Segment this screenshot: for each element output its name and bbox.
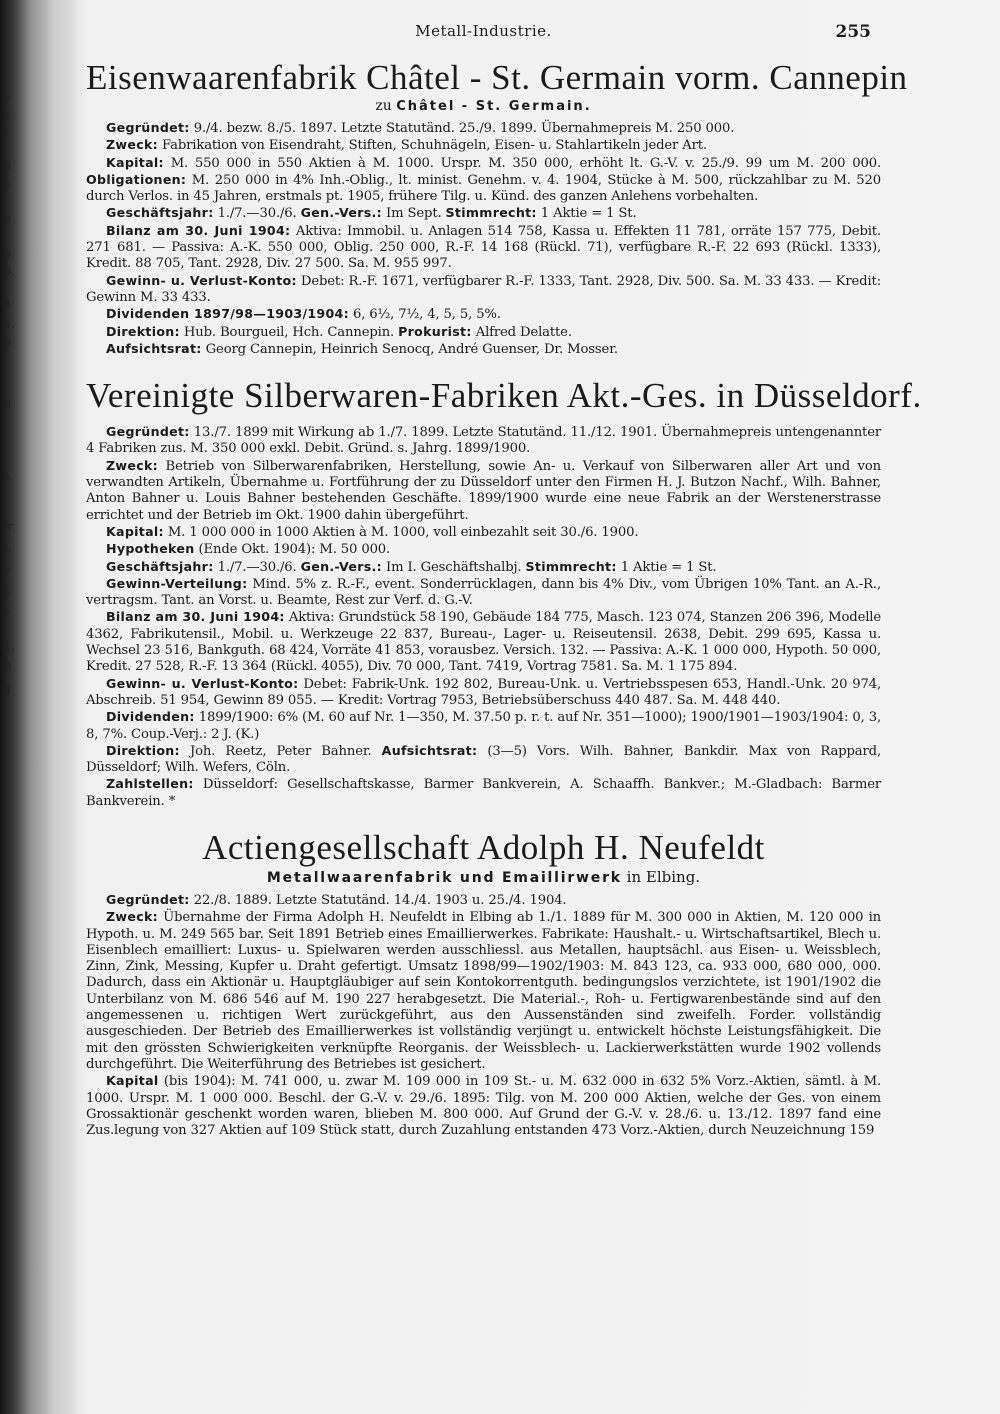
- field-text: (bis 1904): M. 741 000, u. zwar M. 109 000 in 109 St.- u. M. 632 000 in 632 5% Vorz.-Aktien, sämtl. à M. 1000. Urspr. M. 1 000 000. Beschl. der G.-V. v. 29./6. 1895: Tilg. von M. 200 000 Aktien, welche der Ges. von einem Grossaktionär geschenkt worden waren, blieben M. 800 000. Auf Grund der G.-V. v. 28./6. u. 13./12. 1897 fand eine Zus.legung von 327 Aktien auf 109 Stück statt, durch Zuzahlung entstanden 473 Vorz.-Aktien, durch Neuzeichnung 159: [86, 1074, 881, 1139]
- gutter-fragment: e: [4, 92, 11, 105]
- field-text: 6, 6½, 7½, 4, 5, 5, 5%.: [348, 307, 501, 323]
- company-subtitle: [86, 98, 881, 114]
- subtitle-prefix: zu: [375, 98, 392, 114]
- entry-paragraph: [86, 120, 881, 137]
- gutter-fragment: n: [4, 212, 12, 225]
- company-subtitle: [86, 868, 881, 886]
- entry-paragraph: [86, 223, 881, 273]
- entry-paragraph: [86, 524, 881, 541]
- running-title: Metall-Industrie.: [415, 22, 552, 40]
- field-label: Gen.-Vers.:: [300, 205, 382, 221]
- entry-paragraph: [86, 909, 881, 1073]
- entry-body: [86, 892, 881, 1139]
- page-content: [86, 22, 922, 1157]
- field-text: 9./4. bezw. 8./5. 1897. Letzte Statutänd. 25./9. 1899. Übernahmepreis M. 250 000.: [189, 121, 735, 136]
- field-text: 1./7.—30./6.: [213, 559, 301, 575]
- field-text: Debet: R.-F. 1671, verfügbarer R.-F. 1333, Tant. 2928, Div. 500. Sa. M. 33 433. — Kredit: Gewinn M. 33 433.: [86, 273, 881, 305]
- field-label: Direktion:: [106, 742, 180, 758]
- company-title: Vereinigte Silberwaren-Fabriken Akt.-Ges. in Düsseldorf.: [86, 376, 922, 416]
- field-label: Dividenden:: [106, 709, 195, 725]
- subtitle-place: Metallwaarenfabrik und Emaillirwerk: [266, 869, 622, 886]
- gutter-fragment: ·r: [4, 520, 13, 533]
- company-title: Eisenwaarenfabrik Châtel - St. Germain vorm. Cannepin: [86, 58, 908, 97]
- entry-paragraph: [86, 205, 881, 222]
- entry-paragraph: [86, 776, 881, 810]
- field-text: 1899/1900: 6% (M. 60 auf Nr. 1—350, M. 37.50 p. r. t. auf Nr. 351—1000); 1900/1901—1903/1904: 0, 3, 8, 7%. Coup.-Verj.: 2 J. (K.): [86, 710, 881, 742]
- entry-paragraph: [86, 341, 881, 358]
- entry-paragraph: [86, 155, 881, 206]
- field-text: 22./8. 1889. Letzte Statutänd. 14./4. 1903 u. 25./4. 1904.: [189, 892, 567, 908]
- gutter-fragment: 4: [4, 298, 11, 311]
- gutter-fragment: ·l: [4, 398, 12, 411]
- field-label: Gewinn- u. Verlust-Konto:: [106, 675, 299, 691]
- subtitle-suffix: in Elbing.: [621, 867, 701, 886]
- gutter-fragment: l.: [4, 124, 12, 137]
- field-text: Übernahme der Firma Adolph H. Neufeldt in Elbing ab 1./1. 1889 für M. 300 000 in Aktien, M. 120 000 in Hypoth. u. M. 249 565 bar. Seit 1891 Betrieb eines Emaillierwerkes. Fabrikate: Haushalt.- u. Wirtschaftsartikel, Blech u. Eisenblech emailliert: Luxus- u. Spielwaren werden ausschliessl. aus Metallen, hauptsächl. aus Eisen- u. Weissblech, Zinn, Zink, Messing, Kupfer u. Draht gefertigt. Umsatz 1898/99—1902/1903: M. 843 123, ca. 933 000, 680 000, 000. Dadurch, dass ein Aktionär u. Hauptgläubiger auf sein Kontokorrentguth. bedingungslos verzichtete, ist 1901/1902 die Unterbilanz von M. 686 546 auf M. 190 227 herabgesetzt. Die Material.-, Roh- u. Fertigwarenbestände sind auf den angemessenen u. richtigen Wert zurückgeführt, aus den Aussenständen sind zweifelh. Forder. vollständig ausgeschieden. Der Betrieb des Emaillierwerkes ist vollständig verjüngt u. entwickelt höchste Leistungsfähigkeit. Die mit den grössten Schwierigkeiten verknüpfte Reorganis. der Weissblech- u. Lackierwerkstätten wurde 1902 vollends durchgeführt. Die Weiterführung des Betriebes ist gesichert.: [86, 910, 881, 1072]
- field-label: Gegründet:: [106, 891, 190, 907]
- field-label: Stimmrecht:: [525, 558, 617, 574]
- field-text: M. 1 000 000 in 1000 Aktien à M. 1000, voll einbezahlt seit 30./6. 1900.: [163, 524, 639, 540]
- gutter-fragment: l.: [4, 542, 12, 555]
- entry-paragraph: [86, 273, 881, 307]
- field-label: Gegründet:: [106, 120, 190, 135]
- field-label: Bilanz am 30. Juni 1904:: [106, 222, 291, 238]
- gutter-fragment: ll: [4, 160, 12, 173]
- page-number: 255: [835, 22, 871, 42]
- gutter-fragment: l-: [4, 606, 12, 619]
- entry-body: [86, 424, 881, 810]
- running-header: [86, 22, 881, 50]
- field-text: Im I. Geschäftshalbj.: [381, 559, 526, 575]
- entry-paragraph: [86, 676, 881, 710]
- field-text: Georg Cannepin, Heinrich Senocq, André Guenser, Dr. Mosser.: [201, 341, 618, 357]
- field-label: Dividenden 1897/98—1903/1904:: [106, 306, 349, 322]
- field-label: Geschäftsjahr:: [106, 205, 214, 221]
- gutter-fragment: 4: [4, 684, 11, 697]
- field-label: Aufsichtsrat:: [381, 742, 478, 758]
- company-title: Actiengesellschaft Adolph H. Neufeldt: [202, 827, 765, 867]
- company-entry: [86, 58, 908, 358]
- field-text: Betrieb von Silberwarenfabriken, Herstellung, sowie An- u. Verkauf von Silberwaren aller Art und von verwandten Artikeln, Übernahme u. Fortführung der zu Düsseldorf unter den Firmen H. J. Butzon Nachf., Wilh. Bahner, Anton Bahner u. Louis Bahner bestehenden Geschäfte. 1899/1900 wurde eine neue Fabrik an der Werstenerstrasse errichtet und der Betrieb im Okt. 1900 dahin übergeführt.: [86, 458, 881, 523]
- field-label: Gewinn- u. Verlust-Konto:: [106, 272, 297, 288]
- field-text: Joh. Reetz, Peter Bahner.: [179, 743, 382, 759]
- gutter-fragment: 3.: [4, 318, 15, 331]
- field-text: Im Sept.: [381, 206, 446, 222]
- entry-paragraph: [86, 1073, 881, 1139]
- company-entry: [86, 376, 922, 810]
- field-text: Fabrikation von Eisendraht, Stiften, Schuhnägeln, Eisen- u. Stahlartikeln jeder Art.: [157, 138, 707, 154]
- entry-paragraph: [86, 576, 881, 610]
- entry-paragraph: [86, 709, 881, 743]
- entry-paragraph: [86, 541, 881, 558]
- field-label: Gen.-Vers.:: [300, 558, 382, 574]
- entry-paragraph: [86, 743, 881, 777]
- field-label: Kapital:: [106, 154, 164, 170]
- gutter-fragment: e: [4, 564, 11, 577]
- field-label: Hypotheken: [106, 541, 195, 557]
- gutter-fragment: 0.: [4, 265, 15, 278]
- field-text: (3—5) Vors. Wilh. Bahner, Bankdir. Max von Rappard, Düsseldorf; Wilh. Wefers, Cöln.: [86, 743, 881, 776]
- entry-paragraph: [86, 137, 881, 154]
- field-text: 1./7.—30./6.: [213, 206, 301, 222]
- field-label: Gegründet:: [106, 424, 190, 440]
- gutter-fragment: s: [4, 108, 10, 121]
- field-label: Geschäftsjahr:: [106, 558, 214, 574]
- field-text: Hub. Bourgueil, Hch. Cannepin.: [179, 324, 399, 340]
- entry-paragraph: [86, 324, 881, 341]
- entry-paragraph: [86, 424, 881, 458]
- field-label: Zweck:: [106, 137, 158, 153]
- gutter-fragment: 8: [4, 336, 11, 349]
- field-text: 13./7. 1899 mit Wirkung ab 1./7. 1899. Letzte Statutänd. 11./12. 1901. Übernahmepreis untengenannter 4 Fabriken zus. M. 350 000 exkl. Debit. Gründ. s. Jahrg. 1899/1900.: [86, 425, 881, 457]
- field-text: Alfred Delatte.: [471, 324, 572, 340]
- field-label: Aufsichtsrat:: [106, 340, 202, 356]
- field-text: 1 Aktie = 1 St.: [536, 206, 637, 222]
- field-label: Obligationen:: [86, 171, 187, 187]
- left-gutter: [0, 0, 80, 1414]
- field-text: Aktiva: Immobil. u. Anlagen 514 758, Kassa u. Effekten 11 781, orräte 157 775, Debit. 271 681. — Passiva: A.-K. 550 000, Oblig. 250 000, R.-F. 14 168 (Rückl. 71), verfügbare R.-F. 22 693 (Rückl. 1333), Kredit. 88 705, Tant. 2928, Div. 27 500. Sa. M. 955 997.: [86, 223, 881, 272]
- field-label: Gewinn-Verteilung:: [106, 575, 248, 591]
- gutter-fragment: l-: [4, 586, 12, 599]
- gutter-fragment: s.: [4, 470, 14, 483]
- field-label: Zweck:: [106, 457, 158, 473]
- field-text: Düsseldorf: Gesellschaftskasse, Barmer Bankverein, A. Schaaffh. Bankver.; M.-Gladbach: Barmer Bankverein. *: [86, 777, 881, 809]
- gutter-fragment: a: [4, 178, 11, 191]
- gutter-fragment: 1,: [4, 640, 15, 653]
- field-label: Stimmrecht:: [445, 205, 537, 221]
- entry-body: [86, 120, 881, 358]
- field-text: (Ende Okt. 1904): M. 50 000.: [194, 542, 391, 558]
- entry-paragraph: [86, 609, 881, 675]
- field-text: Mind. 5% z. R.-F., event. Sonderrücklagen, dann bis 4% Div., vom Übrigen 10% Tant. an A.-R., vertragsm. Tant. an Vorst. u. Beamte, Rest zur Verf. d. G.-V.: [86, 576, 881, 609]
- entry-paragraph: [86, 306, 881, 323]
- field-label: Direktion:: [106, 323, 180, 339]
- field-label: Kapital: [106, 1073, 159, 1089]
- gutter-fragment: 0: [4, 660, 11, 673]
- gutter-fragment: 6.: [4, 248, 15, 261]
- field-text: Debet: Fabrik-Unk. 192 802, Bureau-Unk. u. Vertriebsspesen 653, Handl.-Unk. 20 974, Abschreib. 51 954, Gewinn 89 055. — Kredit: Vortrag 7953, Betriebsüberschuss 440 487. Sa. M. 448 440.: [86, 676, 881, 708]
- field-label: Bilanz am 30. Juni 1904:: [106, 609, 285, 625]
- entry-paragraph: [86, 559, 881, 576]
- field-text: Aktiva: Grundstück 58 190, Gebäude 184 775, Masch. 123 074, Stanzen 206 396, Modelle 4362, Fabrikutensil., Mobil. u. Werkzeuge 22 837, Bureau-, Lager- u. Reiseutensil. 2638, Debit. 299 695, Kassa u. Wechsel 23 516, Bankguth. 68 424, Vorräte 41 853, vorausbez. Versich. 132. — Passiva: A.-K. 1 000 000, Hypoth. 50 000, Kredit. 27 528, R.-F. 13 364 (Rückl. 4055), Div. 70 000, Tant. 7419, Vortrag 7581. Sa. M. 1 175 894.: [86, 610, 882, 675]
- field-label: Zweck:: [106, 909, 158, 925]
- field-label: Zahlstellen:: [106, 776, 194, 792]
- entry-paragraph: [86, 458, 881, 524]
- field-text: 1 Aktie = 1 St.: [616, 559, 717, 575]
- field-label: Kapital:: [106, 523, 164, 539]
- field-label: Prokurist:: [398, 323, 472, 339]
- company-entry: [86, 828, 881, 1139]
- field-text: M. 550 000 in 550 Aktien à M. 1000. Urspr. M. 350 000, erhöht lt. G.-V. v. 25./9. 99 um M. 200 000.: [163, 155, 881, 171]
- field-text: M. 250 000 in 4% Inh.-Oblig., lt. minist. Genehm. v. 4. 1904, Stücke à M. 500, rückzahlbar zu M. 520 durch Verlos. in 45 Jahren, erstmals pt. 1905, frühere Tilg. u. Künd. des ganzen Anlehens vorbehalten.: [86, 172, 881, 205]
- subtitle-place: Châtel - St. Germain.: [396, 99, 592, 114]
- entry-paragraph: [86, 892, 881, 909]
